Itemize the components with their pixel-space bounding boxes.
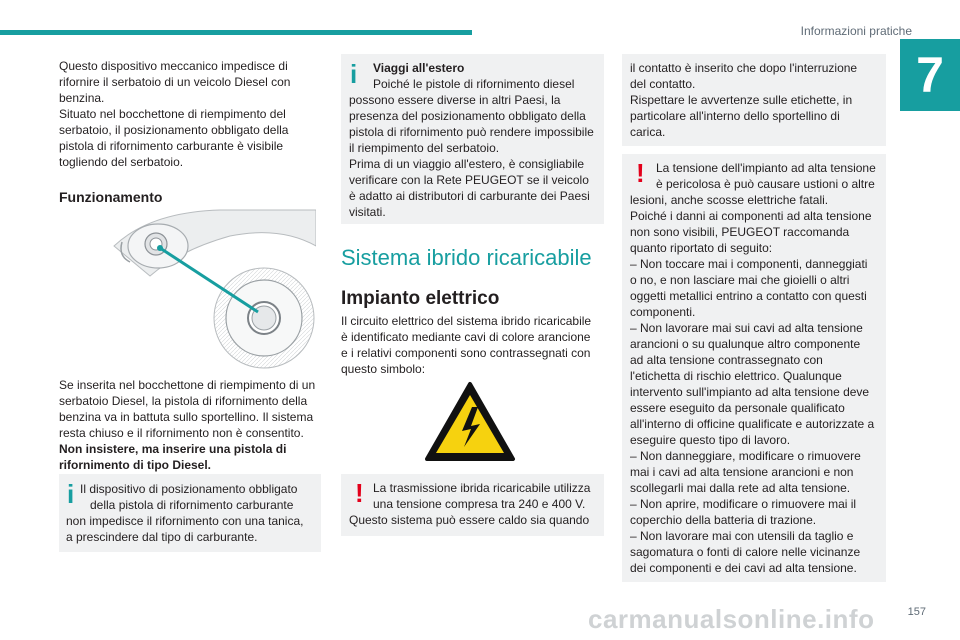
text-line: l'etichetta di rischio elettrico. Qualunque xyxy=(630,369,842,383)
intro-paragraph xyxy=(59,58,321,170)
text-line: sagomatura o fonti di calore nelle vicinanze xyxy=(630,545,861,559)
warning-icon: ! xyxy=(355,478,364,508)
text-line: del contatto. xyxy=(630,77,696,91)
text-line: Prima di un viaggio all'estero, è consigliabile xyxy=(349,157,585,171)
text-line: Rispettare le avvertenze sulle etichette, in xyxy=(630,93,853,107)
text-line: è identificato mediante cavi di colore arancione xyxy=(341,330,591,344)
text-line: non impedisce il rifornimento con una tanica, xyxy=(66,514,304,528)
text-line: arancioni o su qualunque altro componente xyxy=(630,337,861,351)
text-line: Questo dispositivo meccanico impedisce di xyxy=(59,59,288,73)
electric-system-text xyxy=(341,313,604,377)
text-line: possono essere diverse in altri Paesi, la xyxy=(349,93,561,107)
text-line: il riempimento del serbatoio. xyxy=(349,141,500,155)
text-line: Se inserita nel bocchettone di riempimento di un xyxy=(59,378,316,392)
text-line: Il dispositivo di posizionamento obbligato xyxy=(80,482,298,496)
text-line: pistola di rifornimento carburante è visibile xyxy=(59,139,284,153)
text-line: oggetti metallici entrino a contatto con questi xyxy=(630,289,867,303)
text-line: è pericolosa è può causare ustioni o altre xyxy=(656,177,875,191)
text-line: all'interno di officine qualificate e autorizzate a xyxy=(630,417,875,431)
text-line: carica. xyxy=(630,125,666,139)
continuation-box xyxy=(622,54,886,146)
text-line: – Non danneggiare, modificare o rimuovere xyxy=(630,449,861,463)
text-line: componenti. xyxy=(630,305,696,319)
info-box-col1 xyxy=(59,474,321,552)
text-line: scollegarli mai dalla rete ad alta tensione. xyxy=(630,481,851,495)
text-line: è adatto ai distributori di carburante dei Paesi xyxy=(349,189,590,203)
text-line: visitati. xyxy=(349,205,386,219)
info-icon: i xyxy=(350,59,358,89)
section-title: Informazioni pratiche xyxy=(800,24,912,38)
text-line: particolare all'interno dello sportellino di xyxy=(630,109,840,123)
heading-funzionamento: Funzionamento xyxy=(59,189,163,205)
text-line: Il circuito elettrico del sistema ibrido ricaricabile xyxy=(341,314,592,328)
text-line: Situato nel bocchettone di riempimento del xyxy=(59,107,286,121)
fuel-filler-illustration xyxy=(110,206,316,370)
after-image-text xyxy=(59,377,321,473)
text-line: rifornire il serbatoio di un veicolo Diesel con xyxy=(59,75,291,89)
section-heading: Sistema ibrido ricaricabile xyxy=(341,245,592,270)
text-line: questo simbolo: xyxy=(341,362,426,376)
text-line: benzina va in battuta sullo sportellino. Il sistema xyxy=(59,410,314,424)
text-line: eseguire questo tipo di lavoro. xyxy=(630,433,791,447)
text-line: mai i cavi ad alta tensione arancioni e non xyxy=(630,465,854,479)
chapter-number-tab: 7 xyxy=(900,39,960,111)
text-line: resta chiuso e il rifornimento non è consentito. xyxy=(59,426,304,440)
text-line: serbatoio, il posizionamento obbligato della xyxy=(59,123,289,137)
text-line: Poiché i danni ai componenti ad alta tensione xyxy=(630,209,872,223)
text-line: intervento sull'impianto ad alta tensione deve xyxy=(630,385,870,399)
text-line: verificare con la Rete PEUGEOT se il veicolo xyxy=(349,173,589,187)
text-line: essere eseguito da personale qualificato xyxy=(630,401,845,415)
info-box-title: Viaggi all'estero xyxy=(373,61,465,75)
text-line: La trasmissione ibrida ricaricabile utilizza xyxy=(373,481,591,495)
subheading: Impianto elettrico xyxy=(341,288,500,309)
header-accent-bar xyxy=(0,30,472,35)
text-line: serbatoio Diesel, la pistola di rifornimento della xyxy=(59,394,308,408)
text-line: La tensione dell'impianto ad alta tensione xyxy=(656,161,876,175)
text-line: – Non toccare mai i componenti, danneggiati xyxy=(630,257,868,271)
text-line: quanto riportato di seguito: xyxy=(630,241,773,255)
text-line: Poiché le pistole di rifornimento diesel xyxy=(373,77,575,91)
info-box-travel xyxy=(341,54,604,224)
text-line: benzina. xyxy=(59,91,105,105)
watermark: carmanualsonline.info xyxy=(588,604,875,634)
warning-box-high-voltage xyxy=(622,154,886,582)
warning-box-col2 xyxy=(341,474,604,536)
text-line: togliendo del serbatoio. xyxy=(59,155,184,169)
text-line: o no, e non lasciare mai che gioielli o altri xyxy=(630,273,850,287)
text-line: coperchio della batteria di trazione. xyxy=(630,513,817,527)
text-line: dei componenti e dei cavi ad alta tensione. xyxy=(630,561,857,575)
column-1 xyxy=(59,58,321,205)
text-line: ad alta tensione contrassegnato con xyxy=(630,353,823,367)
warning-icon: ! xyxy=(636,158,645,188)
text-line: e i relativi componenti sono contrassegnati con xyxy=(341,346,591,360)
text-line: lesioni, anche scosse elettriche fatali. xyxy=(630,193,829,207)
text-line: presenza del posizionamento obbligato della xyxy=(349,109,586,123)
text-line: una tensione compresa tra 240 e 400 V. xyxy=(373,497,586,511)
text-line: a prescindere dal tipo di carburante. xyxy=(66,530,258,544)
info-icon: i xyxy=(67,479,75,509)
text-line: della pistola di rifornimento carburante xyxy=(90,498,294,512)
high-voltage-warning-icon xyxy=(424,381,516,463)
text-line: pistola di rifornimento può rendere impossibile xyxy=(349,125,594,139)
text-line: Questo sistema può essere caldo sia quando xyxy=(349,513,590,527)
text-line: – Non lavorare mai sui cavi ad alta tensione xyxy=(630,321,863,335)
text-line: il contatto è inserito che dopo l'interruzione xyxy=(630,61,858,75)
text-line-bold: Non insistere, ma inserire una pistola di xyxy=(59,442,287,456)
text-line: non sono visibili, PEUGEOT raccomanda xyxy=(630,225,850,239)
text-line: – Non lavorare mai con utensili da taglio e xyxy=(630,529,854,543)
text-line-bold: rifornimento di tipo Diesel. xyxy=(59,458,212,472)
page-number: 157 xyxy=(907,606,926,618)
text-line: – Non aprire, modificare o rimuovere mai il xyxy=(630,497,857,511)
